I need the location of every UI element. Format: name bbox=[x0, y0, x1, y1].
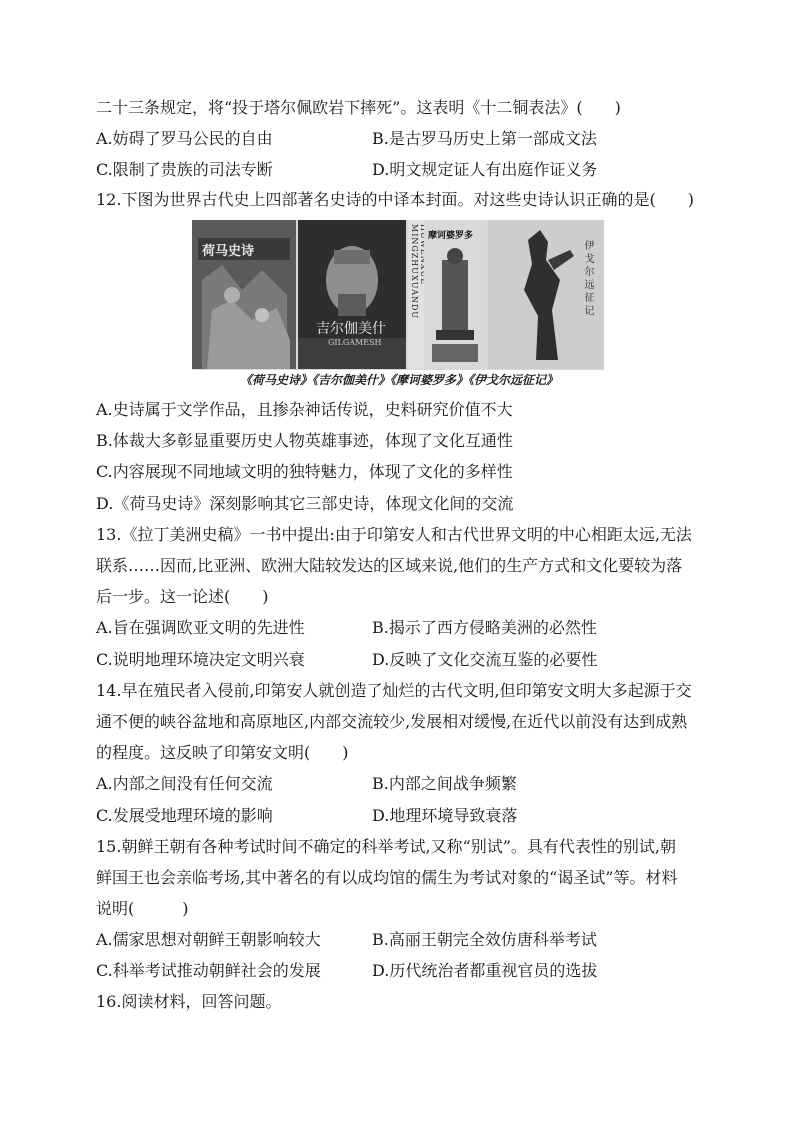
q11-option-c: C.限制了贵族的司法专断 bbox=[96, 160, 273, 179]
q16-stem: 16.阅读材料，回答问题。 bbox=[96, 992, 282, 1011]
q11-option-d: D.明文规定证人有出庭作证义务 bbox=[372, 160, 598, 179]
q15-stem-line1: 15.朝鲜王朝有各种考试时间不确定的科举考试,又称“别试”。具有代表性的别试,朝 bbox=[96, 837, 676, 856]
q15-option-d: D.历代统治者都重视官员的选拔 bbox=[372, 961, 598, 980]
cover-homer-title: 荷马史诗 bbox=[202, 244, 255, 259]
q12-option-a: A.史诗属于文学作品，且掺杂神话传说，史料研究价值不大 bbox=[96, 400, 513, 419]
q12-option-c: C.内容展现不同地域文明的独特魅力，体现了文化的多样性 bbox=[96, 462, 513, 481]
q15-stem-line3: 说明( ) bbox=[96, 899, 189, 918]
q11-option-a: A.妨碍了罗马公民的自由 bbox=[96, 129, 273, 148]
q14-option-a: A.内部之间没有任何交流 bbox=[96, 774, 273, 793]
q13-option-b: B.揭示了西方侵略美洲的必然性 bbox=[372, 618, 597, 637]
q15-option-b: B.高丽王朝完全效仿唐科举考试 bbox=[372, 930, 597, 949]
cover-igor-title: 伊戈尔远征记 bbox=[582, 240, 593, 318]
q14-stem-line3: 的程度。这反映了印第安文明( ) bbox=[96, 743, 349, 762]
cover-spine bbox=[408, 220, 424, 369]
q13-stem-line3: 后一步。这一论述( ) bbox=[96, 587, 269, 606]
q14-stem-line2: 通不便的峡谷盆地和高原地区,内部交流较少,发展相对缓慢,在近代以前没有达到成熟 bbox=[96, 712, 688, 731]
cover-mahabharata-title: 摩诃婆罗多 bbox=[428, 231, 474, 241]
q13-option-a: A.旨在强调欧亚文明的先进性 bbox=[96, 618, 305, 637]
q14-stem-line1: 14.早在殖民者入侵前,印第安人就创造了灿烂的古代文明,但印第安文明大多起源于交 bbox=[96, 681, 692, 700]
cover-mahabharata-art bbox=[424, 220, 486, 369]
cover-homer bbox=[192, 220, 296, 369]
q13-option-d: D.反映了文化交流互鉴的必要性 bbox=[372, 650, 598, 669]
q11-stem-end: 二十三条规定，将“投于塔尔佩欧岩下摔死”。这表明《十二铜表法》( ) bbox=[96, 98, 621, 117]
cover-gilgamesh-title: 吉尔伽美什 bbox=[316, 321, 386, 337]
q13-stem-line1: 13.《拉丁美洲史稿》一书中提出:由于印第安人和古代世界文明的中心相距太远,无法 bbox=[96, 525, 692, 544]
q13-stem-line2: 联系……因而,比亚洲、欧洲大陆较发达的区域来说,他们的生产方式和文化要较为落 bbox=[96, 556, 683, 575]
figure-caption: 《荷马史诗》《吉尔伽美什》《摩诃婆罗多》《伊戈尔远征记》 bbox=[240, 373, 559, 387]
cover-gilgamesh-subtitle: GILGAMESH bbox=[328, 338, 382, 347]
q13-option-c: C.说明地理环境决定文明兴衰 bbox=[96, 650, 305, 669]
q14-option-b: B.内部之间战争频繁 bbox=[372, 774, 517, 793]
q11-option-b: B.是古罗马历史上第一部成文法 bbox=[372, 129, 597, 148]
q15-stem-line2: 鲜国王也会亲临考场,其中著名的有以成均馆的儒生为考试对象的“谒圣试”等。材料 bbox=[96, 868, 678, 887]
q15-option-a: A.儒家思想对朝鲜王朝影响较大 bbox=[96, 930, 321, 949]
cover-spine-text: MINGZHUXUANDU bbox=[410, 224, 419, 320]
q12-option-d: D.《荷马史诗》深刻影响其它三部史诗，体现文化间的交流 bbox=[96, 494, 514, 513]
epic-covers-figure bbox=[192, 220, 604, 370]
q14-option-d: D.地理环境导致衰落 bbox=[372, 806, 518, 825]
q14-option-c: C.发展受地理环境的影响 bbox=[96, 806, 273, 825]
cover-igor bbox=[488, 220, 604, 369]
cover-gilgamesh bbox=[298, 220, 406, 369]
q12-stem: 12.下图为世界古代史上四部著名史诗的中译本封面。对这些史诗认识正确的是( ) bbox=[96, 190, 694, 209]
q15-option-c: C.科举考试推动朝鲜社会的发展 bbox=[96, 961, 321, 980]
q12-option-b: B.体裁大多彰显重要历史人物英雄事迹，体现了文化互通性 bbox=[96, 431, 513, 450]
cover-mahabharata bbox=[424, 220, 486, 369]
